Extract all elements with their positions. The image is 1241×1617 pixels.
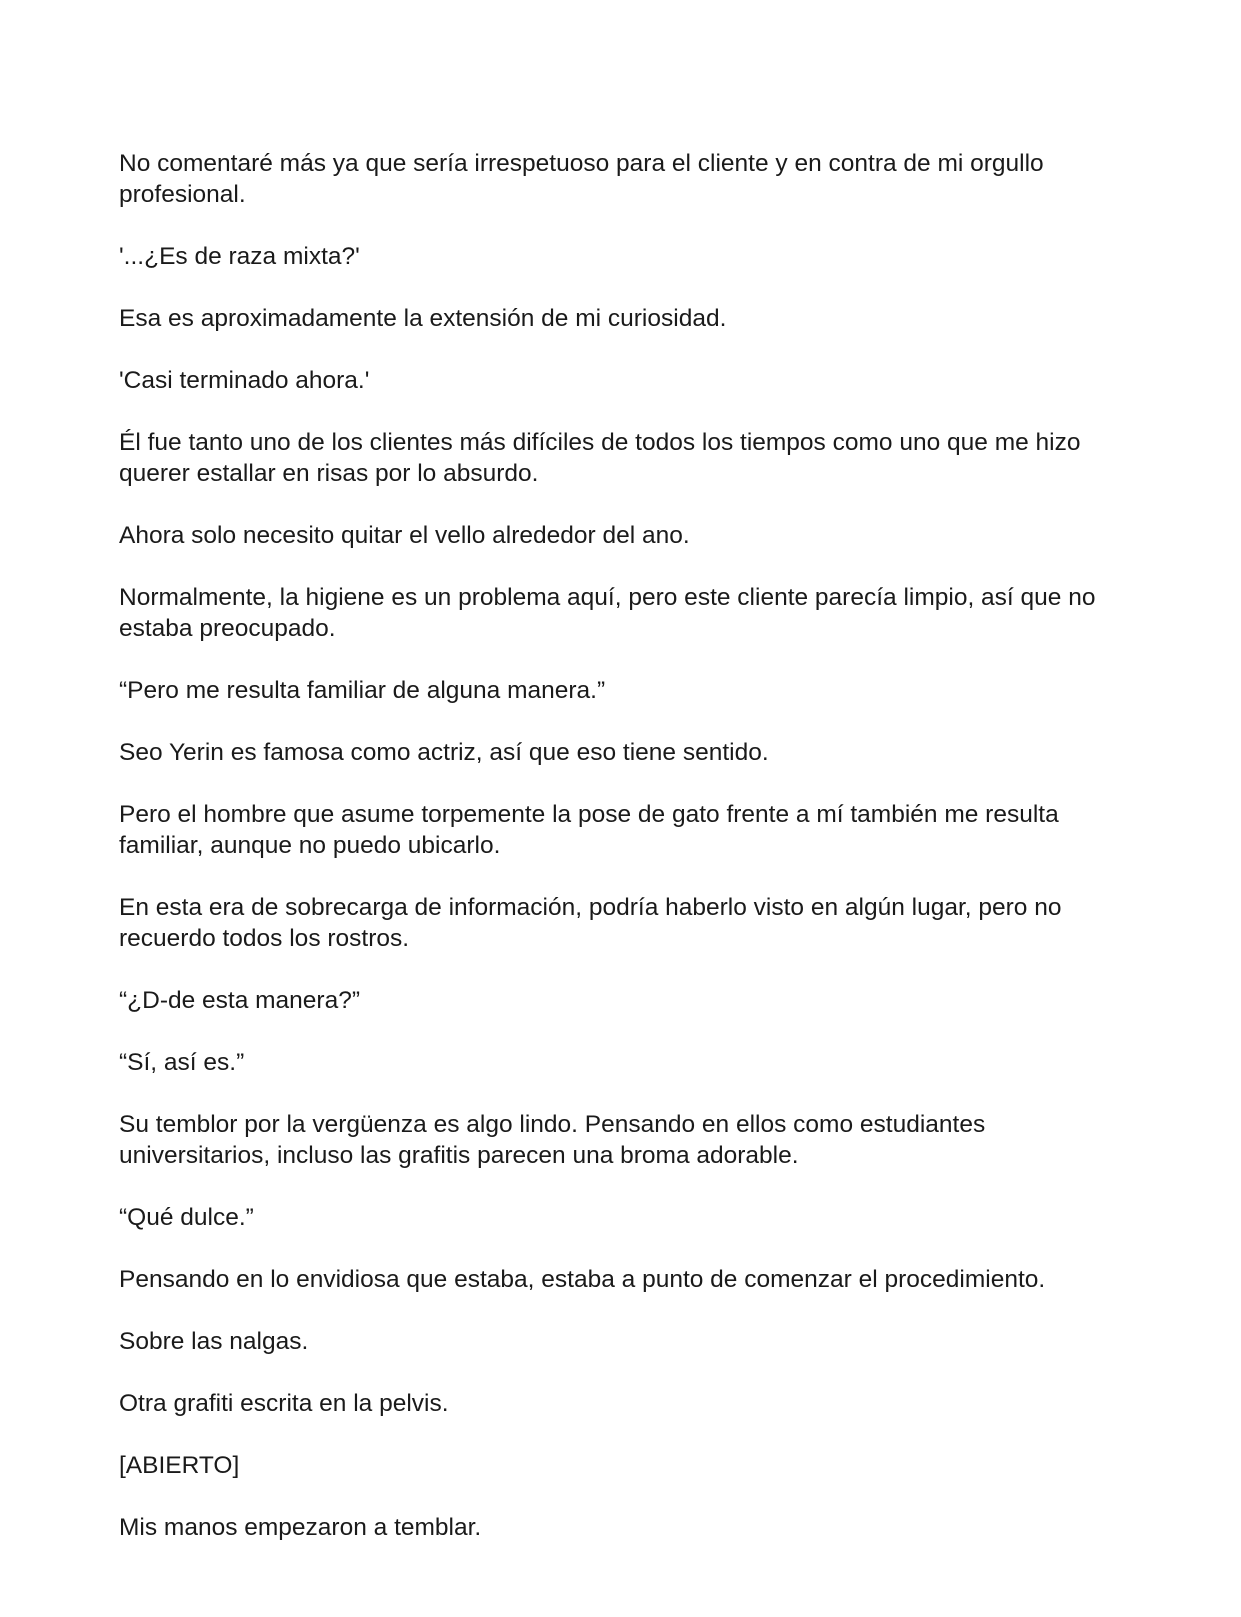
paragraph: Su temblor por la vergüenza es algo lindo. Pensando en ellos como estudiantes universitarios, incluso las grafitis parecen una broma adorable. bbox=[119, 1111, 986, 1169]
paragraph: En esta era de sobrecarga de información, podría haberlo visto en algún lugar, pero no recuerdo todos los rostros. bbox=[119, 894, 1062, 952]
paragraph: Ahora solo necesito quitar el vello alrededor del ano. bbox=[119, 522, 690, 549]
paragraph: “Qué dulce.” bbox=[119, 1204, 254, 1231]
paragraph: “Sí, así es.” bbox=[119, 1049, 245, 1076]
paragraph: Normalmente, la higiene es un problema aquí, pero este cliente parecía limpio, así que no estaba preocupado. bbox=[119, 584, 1096, 642]
paragraph: No comentaré más ya que sería irrespetuoso para el cliente y en contra de mi orgullo profesional. bbox=[119, 150, 1044, 208]
paragraph: 'Casi terminado ahora.' bbox=[119, 367, 370, 394]
paragraph: Pero el hombre que asume torpemente la pose de gato frente a mí también me resulta familiar, aunque no puedo ubicarlo. bbox=[119, 801, 1059, 859]
paragraph: Sobre las nalgas. bbox=[119, 1328, 309, 1355]
paragraph: Esa es aproximadamente la extensión de mi curiosidad. bbox=[119, 305, 727, 332]
paragraph: Él fue tanto uno de los clientes más difíciles de todos los tiempos como uno que me hizo querer estallar en risas por lo absurdo. bbox=[119, 429, 1081, 487]
paragraph: [ABIERTO] bbox=[119, 1452, 240, 1479]
paragraph: '...¿Es de raza mixta?' bbox=[119, 243, 360, 270]
paragraph: Seo Yerin es famosa como actriz, así que eso tiene sentido. bbox=[119, 739, 769, 766]
paragraph: “¿D-de esta manera?” bbox=[119, 987, 361, 1014]
paragraph: “Pero me resulta familiar de alguna manera.” bbox=[119, 677, 606, 704]
paragraph: Otra grafiti escrita en la pelvis. bbox=[119, 1390, 449, 1417]
paragraph: Pensando en lo envidiosa que estaba, estaba a punto de comenzar el procedimiento. bbox=[119, 1266, 1046, 1293]
paragraph: Mis manos empezaron a temblar. bbox=[119, 1514, 482, 1541]
document-text-body bbox=[119, 148, 1129, 1574]
